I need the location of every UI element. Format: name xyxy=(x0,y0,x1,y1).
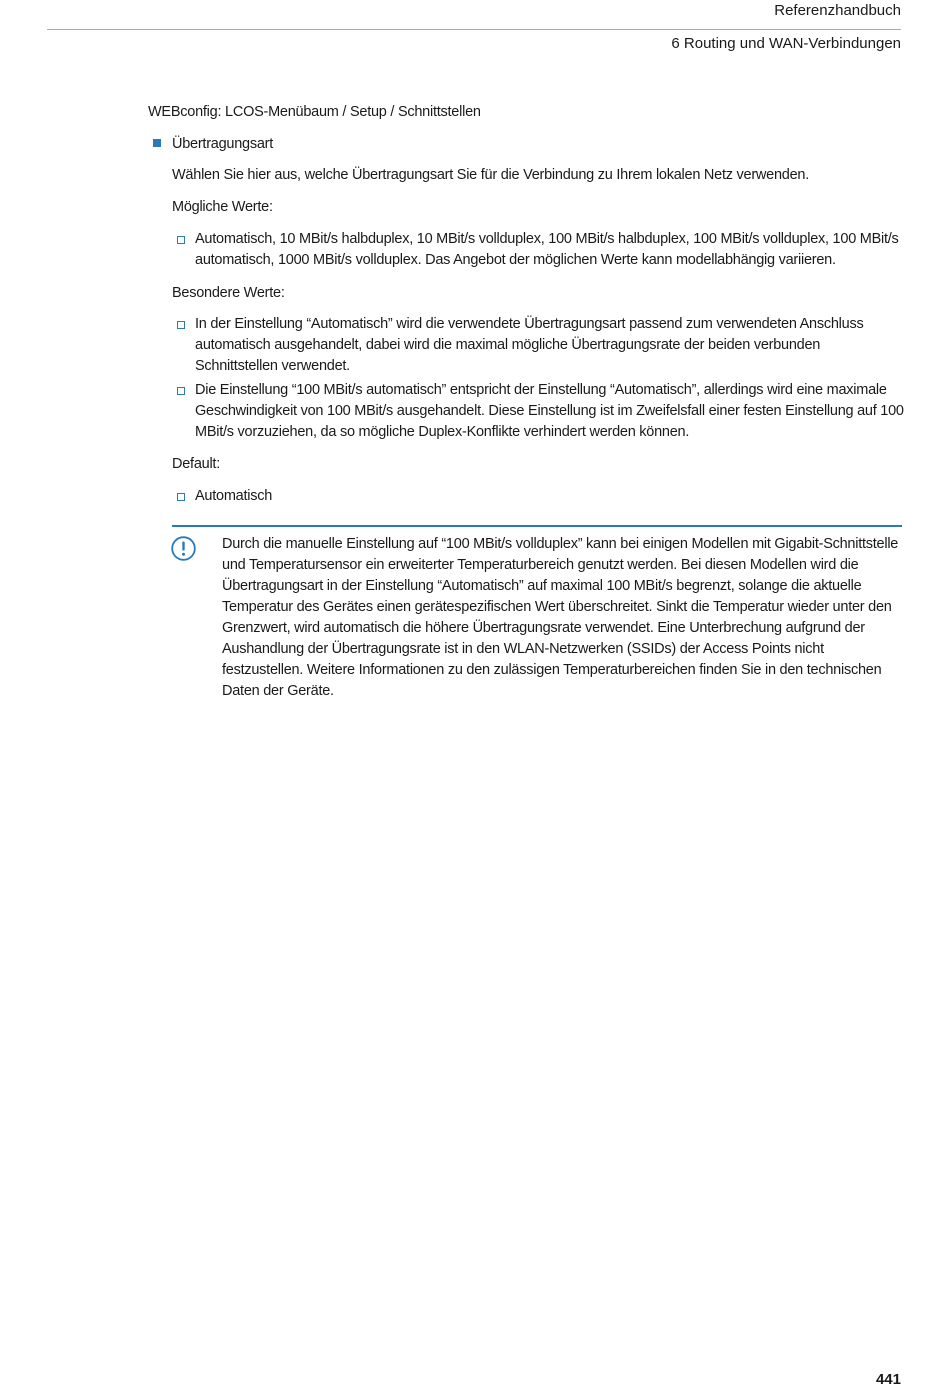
running-title: Referenzhandbuch xyxy=(774,2,901,19)
hollow-square-bullet-icon xyxy=(177,236,185,244)
page-number: 441 xyxy=(875,1371,901,1388)
header-divider xyxy=(47,29,901,30)
default-label: Default: xyxy=(172,456,220,472)
chapter-title: 6 Routing und WAN-Verbindungen xyxy=(671,35,901,52)
special-value-text: Die Einstellung “100 MBit/s automatisch” entspricht der Einstellung “Automatisch”, allerdings wird eine maximale Geschwindigkeit von 100 MBit/s ausgehandelt. Diese Einstellung ist im Zweifelsfall einer festen Einstellung auf 100 MBit/s vorzuziehen, da so mögliche Duplex-Konflikte verhindert werden können. xyxy=(195,382,904,440)
special-value-text: In der Einstellung “Automatisch” wird die verwendete Übertragungsart passend zum verwendeten Anschluss automatisch ausgehandelt, dabei wird die maximal mögliche Übertragungsrate der beiden verbunden Schnittstellen verwendet. xyxy=(195,316,864,374)
parameter-description: Wählen Sie hier aus, welche Übertragungsart Sie für die Verbindung zu Ihrem lokalen Netz verwenden. xyxy=(172,167,809,183)
note-divider xyxy=(172,525,902,527)
hollow-square-bullet-icon xyxy=(177,321,185,329)
note-text: Durch die manuelle Einstellung auf “100 MBit/s vollduplex” kann bei einigen Modellen mit Gigabit-Schnittstelle und Temperatursensor ein erweiterter Temperaturbereich genutzt werden. Bei diesen Modellen wird die Übertragungsart in der Einstellung “Automatisch” auf maximal 100 MBit/s begrenzt, solange die aktuelle Temperatur des Gerätes einen gerätespezifischen Wert überschreitet. Sinkt die Temperatur wieder unter den Grenzwert, wird automatisch die höhere Übertragungsrate verwendet. Eine Unterbrechung aufgrund der Aushandlung der Übertragungsrate ist in den WLAN-Netzwerken (SSIDs) der Access Points nicht festzustellen. Weitere Informationen zu den zulässigen Temperaturbereichen finden Sie in den technischen Daten der Geräte. xyxy=(222,536,899,699)
special-values-label: Besondere Werte: xyxy=(172,285,285,301)
exclamation-circle-icon xyxy=(171,536,196,561)
parameter-name: Übertragungsart xyxy=(172,136,274,152)
list-item xyxy=(195,486,905,507)
list-item xyxy=(195,229,905,271)
possible-value-text: Automatisch, 10 MBit/s halbduplex, 10 MBit/s vollduplex, 100 MBit/s halbduplex, 100 MBit/s vollduplex, 100 MBit/s automatisch, 1000 MBit/s vollduplex. Das Angebot der möglichen Werte kann modellabhängig variieren. xyxy=(195,231,899,268)
list-item xyxy=(195,380,905,443)
possible-values-label: Mögliche Werte: xyxy=(172,199,273,215)
menu-path: WEBconfig: LCOS-Menübaum / Setup / Schnittstellen xyxy=(148,104,481,120)
hollow-square-bullet-icon xyxy=(177,387,185,395)
default-value-text: Automatisch xyxy=(195,488,273,504)
square-bullet-icon xyxy=(153,139,161,147)
list-item xyxy=(195,314,905,377)
hollow-square-bullet-icon xyxy=(177,493,185,501)
